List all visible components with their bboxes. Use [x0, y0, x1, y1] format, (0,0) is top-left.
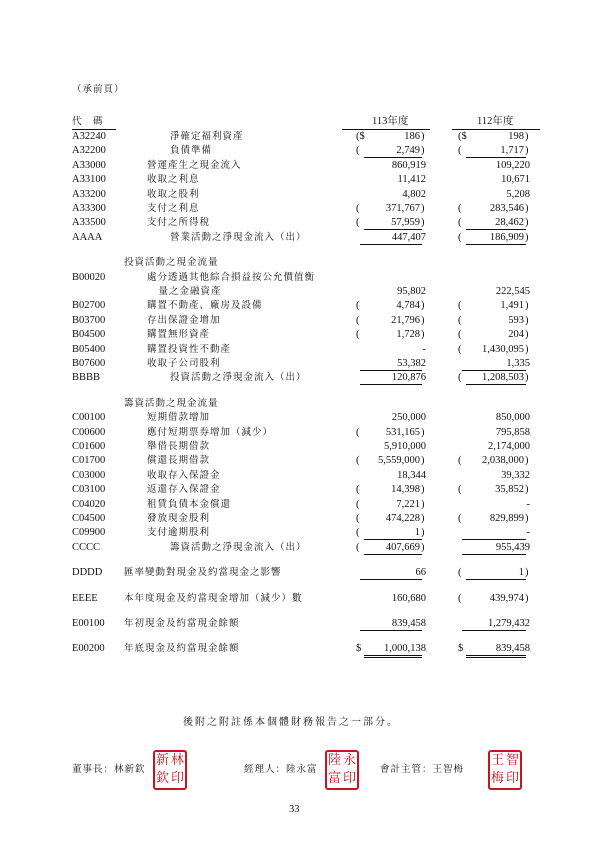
- row-suffix-1: ): [421, 426, 425, 438]
- footer-note: 後附之附註係本個體財務報告之一部分。: [183, 717, 399, 728]
- row-label: 量之金融資產: [158, 286, 222, 297]
- row-label: 投資活動之現金流量: [124, 257, 219, 269]
- row-value-1: 1,728: [396, 329, 420, 341]
- row-code: E00200: [72, 643, 105, 655]
- row-label: 返還存入保證金: [147, 484, 221, 496]
- row-code: A33100: [72, 174, 106, 186]
- row-value-1: 4,784: [396, 300, 420, 312]
- row-value-2: 39,332: [501, 469, 530, 481]
- row-prefix-2: (: [458, 217, 462, 229]
- row-value-2: 850,000: [495, 412, 530, 424]
- underline: [462, 370, 526, 371]
- header-col1: 113年度: [372, 116, 409, 127]
- row-code: A33300: [72, 203, 106, 214]
- row-prefix-2: (: [458, 300, 462, 312]
- row-value-2: 1,430,095: [482, 343, 524, 355]
- row-value-1: 860,919: [391, 159, 426, 171]
- row-label: 應付短期票券增加（減少）: [147, 426, 274, 438]
- row-suffix-1: ): [421, 527, 425, 539]
- row-suffix-2: ): [525, 131, 529, 142]
- row-suffix-1: ): [421, 314, 425, 326]
- row-value-1: 14,398: [391, 484, 420, 496]
- underline: [466, 579, 526, 580]
- row-value-2: 593: [508, 314, 524, 326]
- row-value-1: 120,876: [391, 372, 426, 384]
- row-prefix-2: (: [458, 329, 462, 341]
- row-prefix-1: (: [356, 498, 360, 510]
- row-value-1: 95,802: [397, 286, 426, 297]
- underline: [466, 157, 526, 158]
- row-suffix-2: ): [525, 484, 529, 496]
- row-value-1: 21,796: [391, 314, 420, 326]
- row-prefix-2: (: [458, 343, 462, 355]
- header-rule-col1: [342, 129, 430, 130]
- row-label: 存出保證金增加: [147, 314, 221, 326]
- row-suffix-1: ): [421, 217, 425, 229]
- row-label: 購置不動產、廠房及設備: [147, 300, 263, 312]
- underline: [360, 579, 422, 580]
- row-value-2: 35,852: [495, 484, 524, 496]
- row-label: 短期借款增加: [147, 412, 211, 424]
- row-suffix-2: ): [525, 455, 529, 467]
- row-value-1: 7,221: [396, 498, 420, 510]
- row-value-2: 1,208,503: [482, 372, 524, 384]
- row-value-1: 11,412: [397, 174, 426, 186]
- row-code: B02700: [72, 300, 106, 312]
- row-suffix-2: ): [525, 300, 529, 312]
- chairman-seal: 新 林 欽 印: [153, 750, 187, 790]
- row-label: 支付之利息: [147, 203, 200, 214]
- double-underline: [364, 655, 422, 658]
- row-label: 本年度現金及約當現金增加（減少）數: [124, 592, 303, 604]
- row-label: 支付逾期股利: [147, 527, 211, 539]
- row-value-1: 53,382: [397, 358, 426, 369]
- row-label: 收取之股利: [147, 188, 200, 200]
- row-value-1: -: [422, 343, 426, 355]
- row-value-2: 839,458: [495, 643, 530, 655]
- underline: [462, 554, 526, 555]
- row-value-1: 4,802: [402, 188, 426, 200]
- row-suffix-2: ): [525, 231, 529, 243]
- row-code: C03100: [72, 484, 106, 496]
- manager-seal: 陸 永 富 印: [325, 750, 359, 790]
- row-label: 償還長期借款: [147, 455, 211, 467]
- row-suffix-1: ): [421, 455, 425, 467]
- row-code: E00100: [72, 618, 105, 629]
- row-code: CCCC: [72, 541, 101, 553]
- row-code: BBBB: [72, 372, 101, 384]
- underline: [466, 244, 526, 245]
- row-value-1: 186: [404, 131, 420, 142]
- underline: [360, 370, 422, 371]
- row-value-1: 57,959: [391, 217, 420, 229]
- row-value-1: 839,458: [391, 618, 426, 629]
- row-suffix-1: ): [421, 131, 425, 142]
- row-label: 匯率變動對現金及約當現金之影響: [124, 567, 282, 579]
- row-suffix-1: ): [421, 541, 425, 553]
- underline: [462, 630, 526, 631]
- row-label: 收取子公司股利: [147, 358, 221, 369]
- row-code: C09900: [72, 527, 106, 539]
- row-value-1: 160,680: [391, 592, 426, 604]
- row-code: C04020: [72, 498, 106, 510]
- underline: [364, 539, 422, 540]
- row-prefix-1: (: [356, 217, 360, 229]
- row-label: 營業活動之淨現金流入（出）: [170, 231, 307, 243]
- row-prefix-1: (: [356, 300, 360, 312]
- row-value-2: 1: [518, 567, 524, 579]
- row-value-2: 109,220: [495, 159, 530, 171]
- row-code: A33500: [72, 217, 106, 229]
- row-code: AAAA: [72, 231, 103, 243]
- page-number: 33: [289, 804, 300, 815]
- row-suffix-1: ): [421, 300, 425, 312]
- row-prefix-1: (: [356, 455, 360, 467]
- row-prefix-2: (: [458, 484, 462, 496]
- header-rule-code: [72, 129, 116, 130]
- underline: [360, 630, 422, 631]
- row-suffix-1: ): [421, 513, 425, 524]
- row-value-2: 439,974: [489, 592, 524, 604]
- row-prefix-2: ($: [458, 131, 467, 142]
- row-value-1: 447,407: [391, 231, 426, 243]
- row-value-2: 283,546: [489, 203, 524, 214]
- row-value-1: 474,228: [385, 513, 420, 524]
- row-prefix-1: ($: [356, 131, 365, 142]
- header-rule-col2: [452, 129, 540, 130]
- row-label: 營運產生之現金流入: [147, 159, 242, 171]
- row-label: 收取之利息: [147, 174, 200, 186]
- row-label: 舉借長期借款: [147, 441, 211, 452]
- row-value-2: 10,671: [501, 174, 530, 186]
- row-prefix-2: (: [458, 513, 462, 524]
- underline: [360, 384, 422, 385]
- row-label: 投資活動之淨現金流入（出）: [170, 372, 307, 384]
- row-value-1: 5,910,000: [384, 441, 426, 452]
- double-underline: [466, 655, 526, 658]
- row-prefix-1: (: [356, 541, 360, 553]
- row-prefix-1: (: [356, 203, 360, 214]
- row-value-1: 371,767: [385, 203, 420, 214]
- row-code: A33200: [72, 188, 106, 200]
- row-code: C00600: [72, 426, 106, 438]
- row-value-1: 407,669: [385, 541, 420, 553]
- row-code: B04500: [72, 329, 106, 341]
- row-label: 處分透過其他綜合損益按公允價值衡: [147, 271, 316, 283]
- row-prefix-2: $: [458, 643, 464, 655]
- row-prefix-1: (: [356, 329, 360, 341]
- accountant-seal: 王 智 梅 印: [488, 750, 522, 790]
- row-code: B03700: [72, 314, 106, 326]
- row-value-2: -: [526, 498, 530, 510]
- row-prefix-1: (: [356, 527, 360, 539]
- row-suffix-1: ): [421, 203, 425, 214]
- row-suffix-2: ): [525, 343, 529, 355]
- row-value-2: 204: [508, 329, 524, 341]
- row-value-1: 1,000,138: [384, 643, 426, 655]
- row-suffix-1: ): [421, 329, 425, 341]
- underline: [364, 229, 422, 230]
- row-prefix-1: (: [356, 484, 360, 496]
- row-value-2: 1,335: [506, 358, 530, 369]
- row-code: C00100: [72, 412, 106, 424]
- row-suffix-2: ): [525, 567, 529, 579]
- row-value-2: 1,279,432: [488, 618, 530, 629]
- row-label: 籌資活動之現金流量: [124, 397, 219, 409]
- chairman-signature: 董事長：林新欽: [72, 764, 146, 775]
- row-label: 租賃負債本金償還: [147, 498, 232, 510]
- row-value-2: 1,717: [500, 145, 524, 157]
- header-code: 代 碼: [72, 116, 104, 127]
- row-value-2: 222,545: [495, 286, 530, 297]
- row-code: DDDD: [72, 567, 103, 579]
- row-prefix-2: (: [458, 455, 462, 467]
- row-value-1: 2,749: [396, 145, 420, 157]
- row-code: C01600: [72, 441, 106, 452]
- row-value-2: -: [526, 527, 530, 539]
- row-value-2: 829,899: [489, 513, 524, 524]
- row-suffix-2: ): [525, 145, 529, 157]
- row-label: 年初現金及約當現金餘額: [124, 618, 240, 629]
- row-value-2: 1,491: [500, 300, 524, 312]
- underline: [360, 244, 422, 245]
- row-label: 購置投資性不動產: [147, 343, 232, 355]
- row-code: EEEE: [72, 592, 98, 604]
- row-suffix-1: ): [421, 145, 425, 157]
- row-value-2: 795,858: [495, 426, 530, 438]
- row-prefix-1: (: [356, 314, 360, 326]
- row-value-1: 66: [415, 567, 426, 579]
- row-label: 負債準備: [170, 145, 213, 157]
- row-code: B00020: [72, 271, 106, 283]
- underline: [466, 229, 526, 230]
- row-suffix-2: ): [525, 314, 529, 326]
- underline: [364, 157, 422, 158]
- row-code: B05400: [72, 343, 106, 355]
- accountant-signature: 會計主管：王智梅: [380, 764, 465, 775]
- row-prefix-2: (: [458, 314, 462, 326]
- row-suffix-2: ): [525, 203, 529, 214]
- row-prefix-2: (: [458, 231, 462, 243]
- row-value-2: 2,038,000: [482, 455, 524, 467]
- underline: [364, 554, 422, 555]
- row-prefix-2: (: [458, 372, 462, 384]
- row-prefix-2: (: [458, 567, 462, 579]
- row-code: C01700: [72, 455, 106, 467]
- row-label: 發放現金股利: [147, 513, 211, 524]
- row-label: 收取存入保證金: [147, 469, 221, 481]
- row-prefix-2: (: [458, 203, 462, 214]
- row-suffix-2: ): [525, 513, 529, 524]
- row-suffix-2: ): [525, 217, 529, 229]
- row-code: A32200: [72, 145, 106, 157]
- row-value-2: 5,208: [506, 188, 530, 200]
- row-code: C04500: [72, 513, 106, 524]
- row-label: 年底現金及約當現金餘額: [124, 643, 240, 655]
- row-label: 購置無形資產: [147, 329, 211, 341]
- row-code: A33000: [72, 159, 106, 171]
- row-label: 支付之所得稅: [147, 217, 211, 229]
- row-prefix-1: (: [356, 513, 360, 524]
- row-prefix-2: (: [458, 592, 462, 604]
- row-suffix-2: ): [525, 592, 529, 604]
- manager-signature: 經理人：陸永富: [244, 764, 318, 775]
- row-code: C03000: [72, 469, 106, 481]
- row-code: B07600: [72, 358, 106, 369]
- row-suffix-2: ): [525, 372, 529, 384]
- row-prefix-1: (: [356, 426, 360, 438]
- row-suffix-1: ): [421, 498, 425, 510]
- row-prefix-1: $: [356, 643, 362, 655]
- row-value-1: 250,000: [391, 412, 426, 424]
- row-value-1: 18,344: [397, 469, 426, 481]
- row-prefix-2: (: [458, 145, 462, 157]
- row-value-2: 955,439: [495, 541, 530, 553]
- row-prefix-1: (: [356, 145, 360, 157]
- row-suffix-2: ): [525, 329, 529, 341]
- row-value-2: 198: [508, 131, 524, 142]
- row-label: 淨確定福利資產: [170, 131, 244, 142]
- row-value-2: 28,462: [495, 217, 524, 229]
- row-code: A32240: [72, 131, 106, 142]
- row-value-1: 531,165: [385, 426, 420, 438]
- row-value-2: 2,174,000: [488, 441, 530, 452]
- row-label: 籌資活動之淨現金流入（出）: [170, 541, 307, 553]
- header-col2: 112年度: [477, 116, 514, 127]
- row-value-1: 5,559,000: [378, 455, 420, 467]
- underline: [462, 539, 526, 540]
- row-suffix-1: ): [421, 484, 425, 496]
- row-value-2: 186,909: [489, 231, 524, 243]
- underline: [466, 384, 526, 385]
- continued-label: （承前頁）: [72, 84, 125, 95]
- row-value-1: 1: [414, 527, 420, 539]
